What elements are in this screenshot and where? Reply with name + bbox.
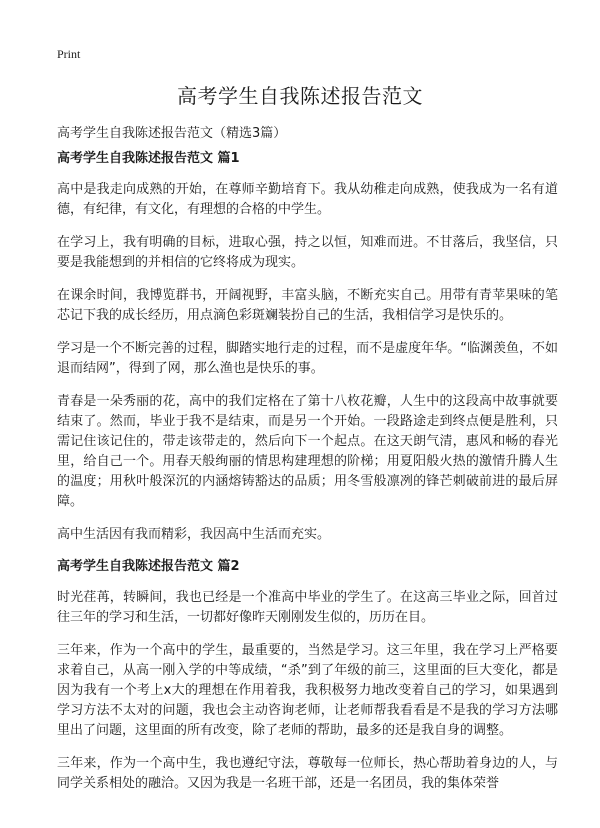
paragraph: 高中生活因有我而精彩，我因高中生活而充实。 — [57, 527, 331, 542]
paragraph: 时光荏苒，转瞬间，我也已经是一个准高中毕业的学生了。在这高三毕业之际，回首过往三年的学习和生活，一切都好像昨天刚刚发生似的，历历在目。 — [57, 590, 558, 625]
paragraph: 三年来，作为一个高中的学生，最重要的，当然是学习。这三年里，我在学习上严格要求着自己，从高一刚入学的中等成绩，“杀”到了年级的前三，这里面的巨大变化，都是因为我有一个考上x大的理想在作用着我，我积极努力地改变着自己的学习，如果遇到学习方法不太对的问题，我也会主动咨询老师，让老师帮我看看是不是我的学习方法哪里出了问题，这里面的所有改变，除了老师的帮助，最多的还是我自身的调整。 — [57, 643, 558, 738]
document-subtitle: 高考学生自我陈述报告范文（精选3篇） — [57, 126, 287, 141]
paragraph: 青春是一朵秀丽的花，高中的我们定格在了第十八枚花瓣，人生中的这段高中故事就要结束了。然而，毕业于我不是结束，而是另一个开始。一段路途走到终点便是胜利，只需记住该记住的，带走该带走的，然后向下一个起点。在这天朗气清，惠风和畅的春光里，给自己一个。用春天般绚丽的情思构建理想的阶梯；用夏阳般火热的激情升腾人生的温度；用秋叶般深沉的内涵熔铸豁达的品质；用冬雪般凛冽的锋芒刺破前进的最后屏障。 — [57, 394, 558, 509]
paragraph: 高中是我走向成熟的开始，在尊师辛勤培育下。我从幼稚走向成熟，使我成为一名有道德，有纪律，有文化，有理想的合格的中学生。 — [57, 182, 558, 217]
paragraph: 学习是一个不断完善的过程，脚踏实地行走的过程，而不是虚度年华。“临渊羡鱼，不如退而结网”，得到了网，那么渔也是快乐的事。 — [57, 341, 558, 376]
print-link[interactable]: Print — [57, 47, 81, 61]
paragraph: 在课余时间，我博览群书，开阔视野，丰富头脑，不断充实自己。用带有青苹果味的笔芯记下我的成长经历，用点滴色彩斑斓装扮自己的生活，我相信学习是快乐的。 — [57, 288, 558, 323]
paragraph: 三年来，作为一个高中生，我也遵纪守法，尊敬每一位师长，热心帮助着身边的人，与同学关系相处的融洽。又因为我是一名班干部，还是一名团员，我的集体荣誉 — [57, 756, 558, 791]
section-heading: 高考学生自我陈述报告范文 篇2 — [57, 559, 240, 574]
paragraph: 在学习上，我有明确的目标，进取心强，持之以恒，知难而进。不甘落后，我坚信，只要是我能想到的并相信的它终将成为现实。 — [57, 235, 558, 270]
page-title: 高考学生自我陈述报告范文 — [177, 84, 423, 108]
section-heading: 高考学生自我陈述报告范文 篇1 — [57, 151, 240, 166]
document-body — [57, 150, 558, 807]
section-2 — [57, 558, 558, 794]
section-1 — [57, 150, 558, 545]
